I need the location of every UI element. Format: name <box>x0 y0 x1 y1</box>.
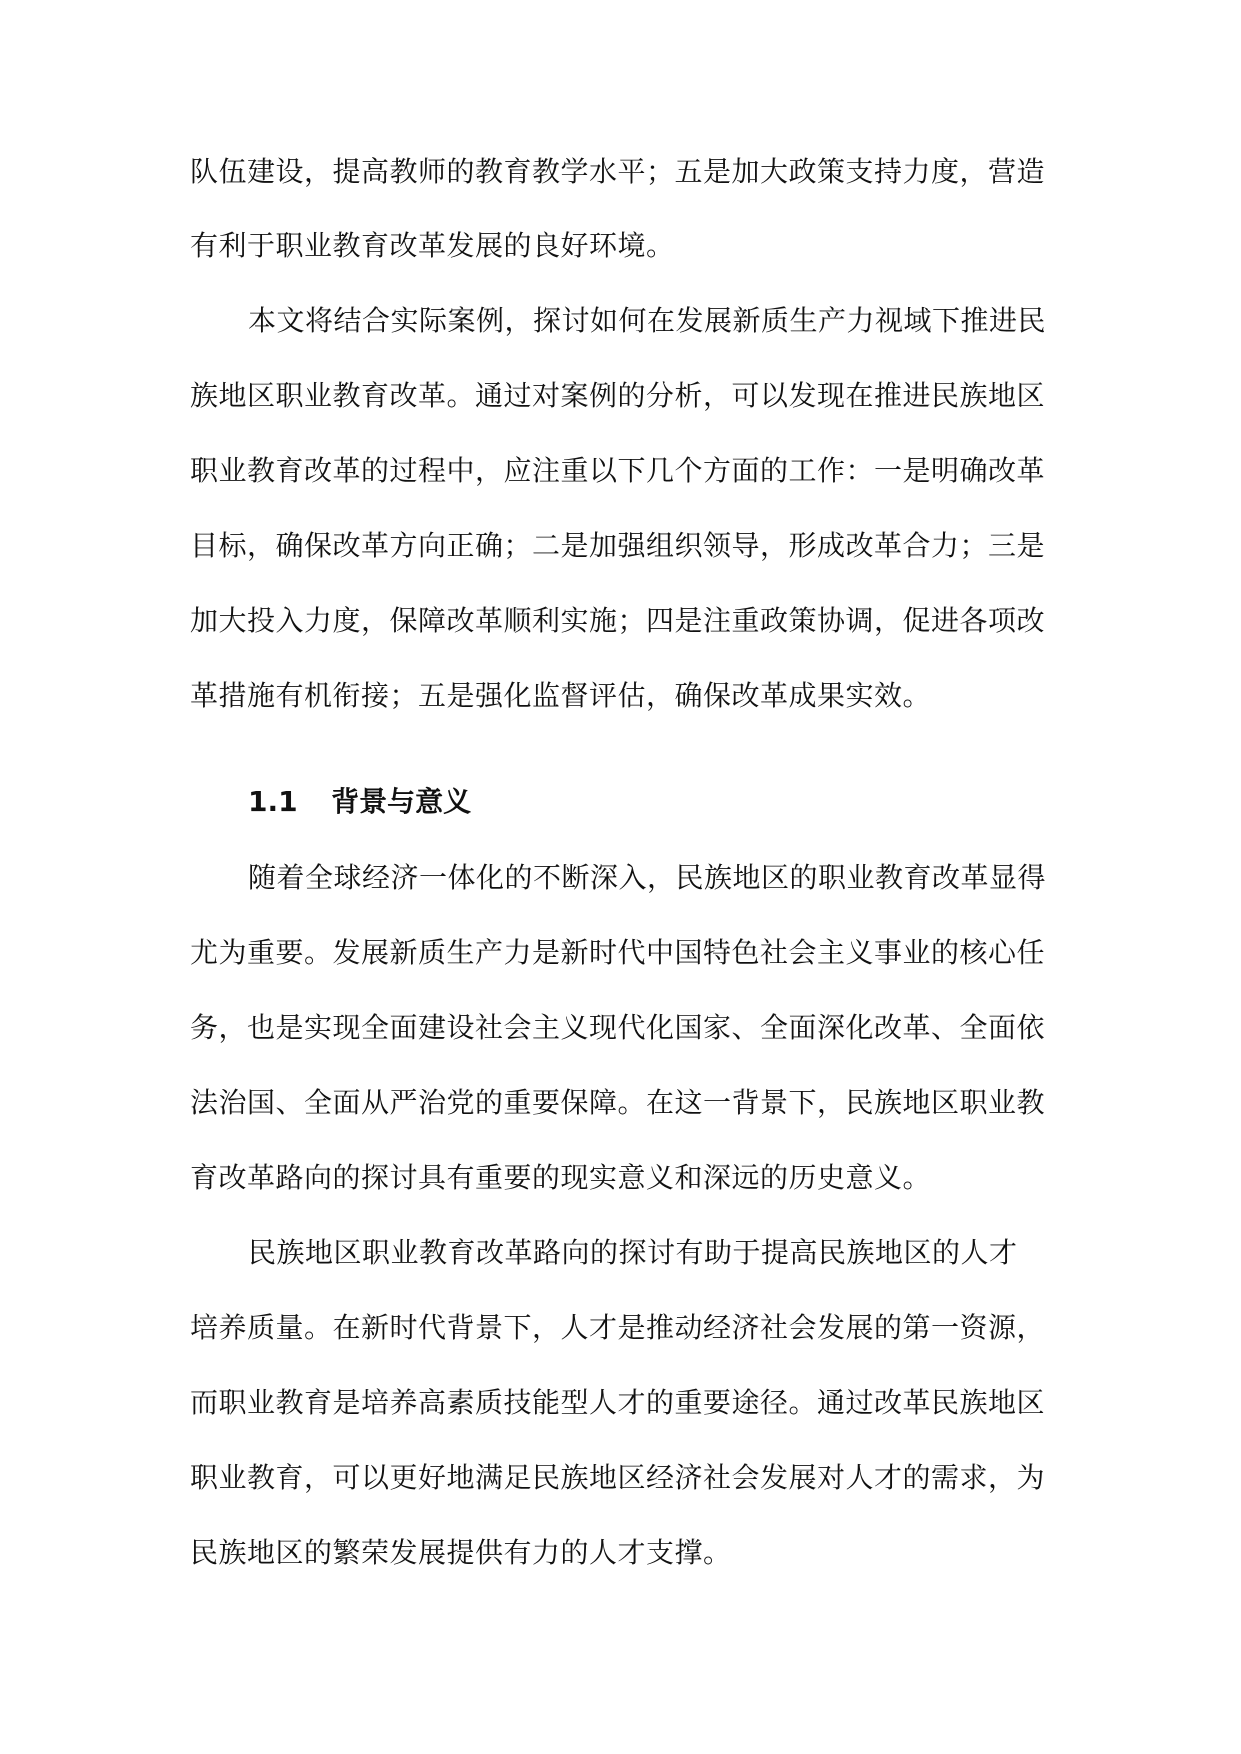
paragraph-line: 职业教育改革的过程中，应注重以下几个方面的工作：一是明确改革 <box>190 454 1046 487</box>
paragraph-line: 队伍建设，提高教师的教育教学水平；五是加大政策支持力度，营造 <box>190 155 1046 188</box>
paragraph-line: 法治国、全面从严治党的重要保障。在这一背景下，民族地区职业教 <box>190 1086 1046 1119</box>
paragraph-line: 随着全球经济一体化的不断深入，民族地区的职业教育改革显得 <box>248 861 1047 894</box>
section-heading <box>248 782 471 822</box>
paragraph-line: 务，也是实现全面建设社会主义现代化国家、全面深化改革、全面依 <box>190 1011 1046 1044</box>
paragraph-line: 本文将结合实际案例，探讨如何在发展新质生产力视域下推进民 <box>248 304 1047 337</box>
paragraph-line: 育改革路向的探讨具有重要的现实意义和深远的历史意义。 <box>190 1161 932 1194</box>
paragraph-line: 职业教育，可以更好地满足民族地区经济社会发展对人才的需求，为 <box>190 1461 1046 1494</box>
paragraph-line: 加大投入力度，保障改革顺利实施；四是注重政策协调，促进各项改 <box>190 604 1046 637</box>
paragraph-line: 革措施有机衔接；五是强化监督评估，确保改革成果实效。 <box>190 679 932 712</box>
paragraph-line: 目标，确保改革方向正确；二是加强组织领导，形成改革合力；三是 <box>190 529 1046 562</box>
paragraph-line: 民族地区职业教育改革路向的探讨有助于提高民族地区的人才 <box>248 1236 1018 1269</box>
paragraph-line: 尤为重要。发展新质生产力是新时代中国特色社会主义事业的核心任 <box>190 936 1046 969</box>
paragraph-line: 族地区职业教育改革。通过对案例的分析，可以发现在推进民族地区 <box>190 379 1046 412</box>
section-number: 1.1 <box>248 785 298 818</box>
paragraph-line: 有利于职业教育改革发展的良好环境。 <box>190 229 675 262</box>
paragraph-line: 培养质量。在新时代背景下，人才是推动经济社会发展的第一资源， <box>190 1311 1046 1344</box>
section-title: 背景与意义 <box>331 785 472 818</box>
paragraph-line: 民族地区的繁荣发展提供有力的人才支撑。 <box>190 1536 732 1569</box>
paragraph-line: 而职业教育是培养高素质技能型人才的重要途径。通过改革民族地区 <box>190 1386 1046 1419</box>
